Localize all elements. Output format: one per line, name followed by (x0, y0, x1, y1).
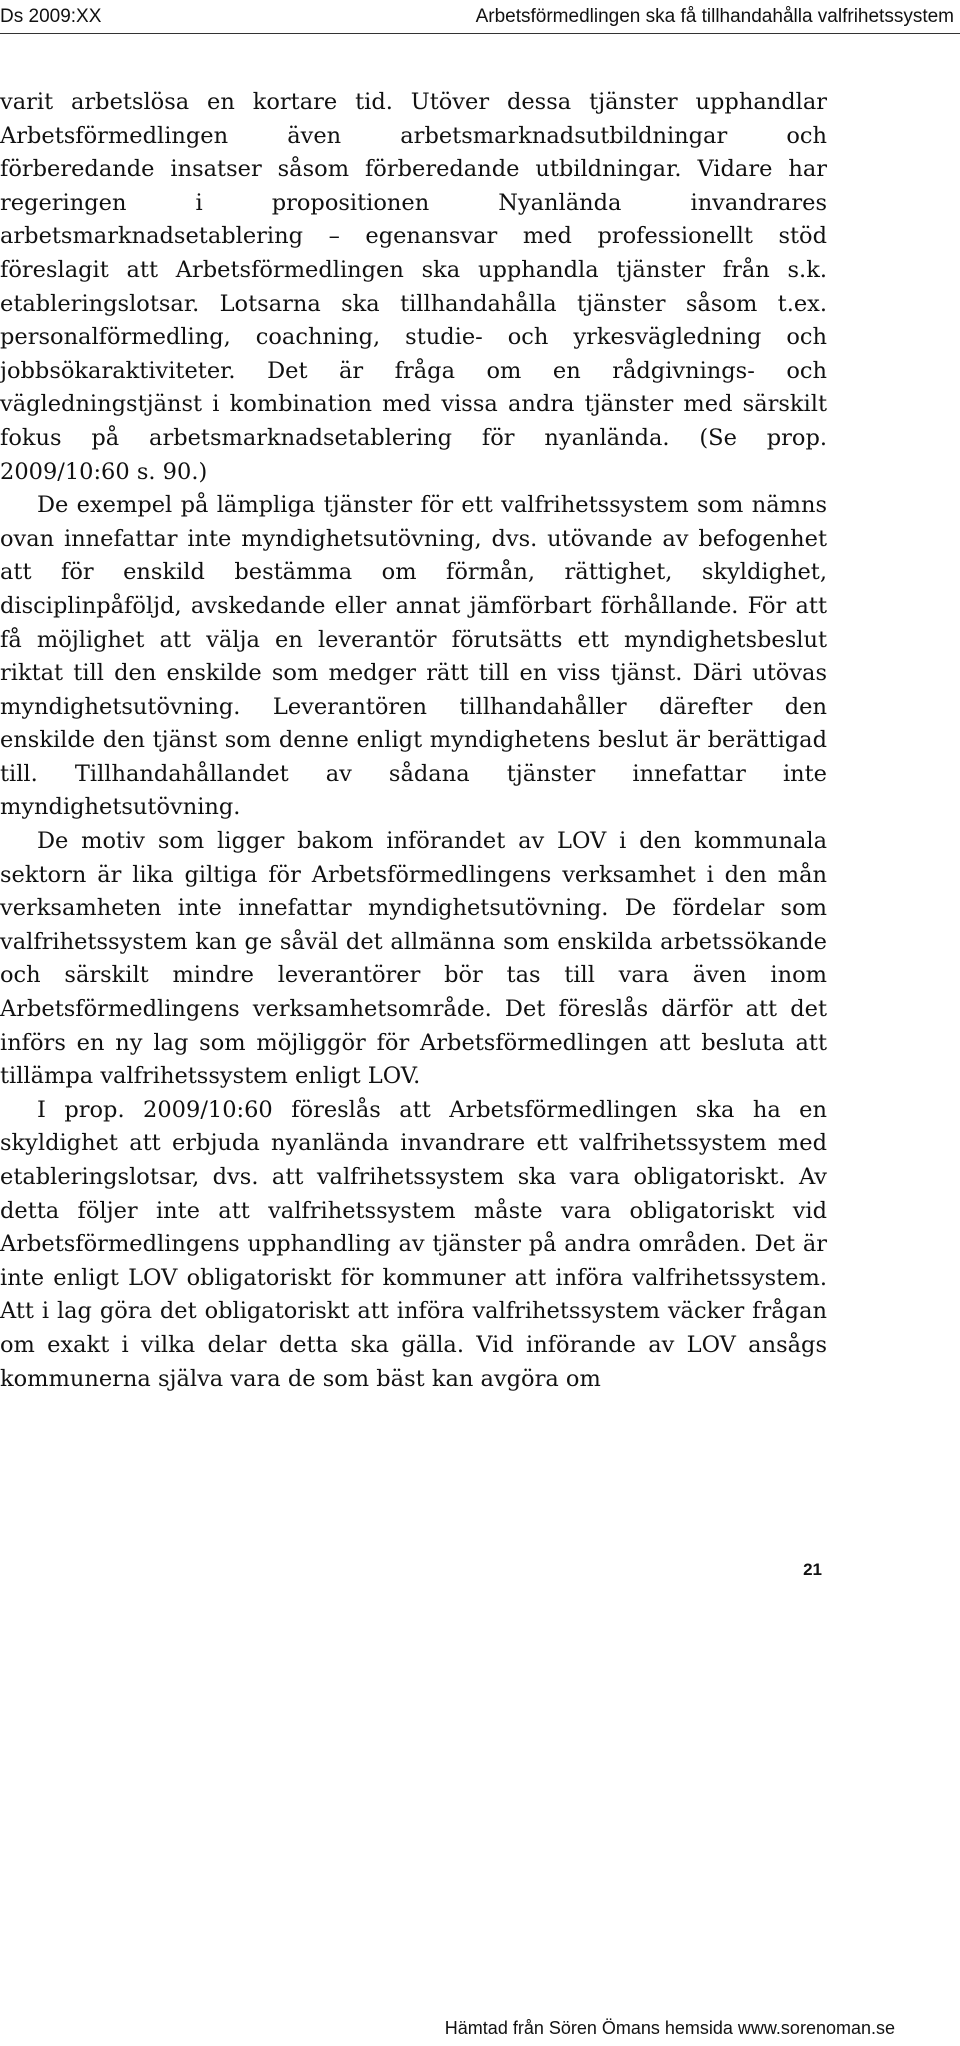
document-id: Ds 2009:XX (0, 6, 102, 27)
paragraph: De exempel på lämpliga tjänster för ett valfrihetssystem som nämns ovan innefattar inte myndighetsutövning, dvs. utövande av befogenhet att för enskild bestämma om förmån, rättighet, skyldighet, disciplinpåföljd, avskedande eller annat jämförbart förhållande. För att få möjlighet att välja en leverantör förutsätts ett myndighetsbeslut riktat till den enskilde som medger rätt till en viss tjänst. Däri utövas myndighetsutövning. Leverantören tillhandahåller därefter den enskilde den tjänst som denne enligt myndighetens beslut är berättigad till. Tillhandahållandet av sådana tjänster innefattar inte myndighetsutövning. (0, 492, 827, 821)
paragraph-continued: varit arbetslösa en kortare tid. Utöver dessa tjänster upphandlar Arbetsförmedlingen även arbetsmarknadsutbildningar och förberedande insatser såsom förberedande utbildningar. Vidare har regeringen i propositionen Nyanlända invandrares arbetsmarknadsetablering – egenansvar med professionellt stöd föreslagit att Arbetsförmedlingen ska upphandla tjänster från s.k. etableringslotsar. Lotsarna ska tillhandahålla tjänster såsom t.ex. personalförmedling, coachning, studie- och yrkesvägledning och jobbsökaraktiviteter. Det är fråga om en rådgivnings- och vägledningstjänst i kombination med vissa andra tjänster med särskilt fokus på arbetsmarknadsetablering för nyanlända. (Se prop. 2009/10:60 s. 90.) (0, 89, 827, 485)
running-title: Arbetsförmedlingen ska få tillhandahålla valfrihetssystem (475, 6, 954, 27)
page-header (0, 6, 960, 30)
body-text (0, 86, 827, 1396)
page-number: 21 (803, 1560, 822, 1579)
source-footer: Hämtad från Sören Ömans hemsida www.sorenoman.se (444, 2018, 895, 2038)
header-rule (0, 33, 960, 34)
paragraph: De motiv som ligger bakom införandet av LOV i den kommunala sektorn är lika giltiga för Arbetsförmedlingens verksamhet i den mån verksamheten inte innefattar myndighetsutövning. De fördelar som valfrihetssystem kan ge såväl det allmänna som enskilda arbetssökande och särskilt mindre leverantörer bör tas till vara även inom Arbetsförmedlingens verksamhetsområde. Det föreslås därför att det införs en ny lag som möjliggör för Arbetsförmedlingen att besluta att tillämpa valfrihetssystem enligt LOV. (0, 828, 827, 1090)
paragraph: I prop. 2009/10:60 föreslås att Arbetsförmedlingen ska ha en skyldighet att erbjuda nyanlända invandrare ett valfrihetssystem med etableringslotsar, dvs. att valfrihetssystem ska vara obligatoriskt. Av detta följer inte att valfrihetssystem måste vara obligatoriskt vid Arbetsförmedlingens upphandling av tjänster på andra områden. Det är inte enligt LOV obligatoriskt för kommuner att införa valfrihetssystem. Att i lag göra det obligatoriskt att införa valfrihetssystem väcker frågan om exakt i vilka delar detta ska gälla. Vid införande av LOV ansågs kommunerna själva vara de som bäst kan avgöra om (0, 1096, 827, 1392)
